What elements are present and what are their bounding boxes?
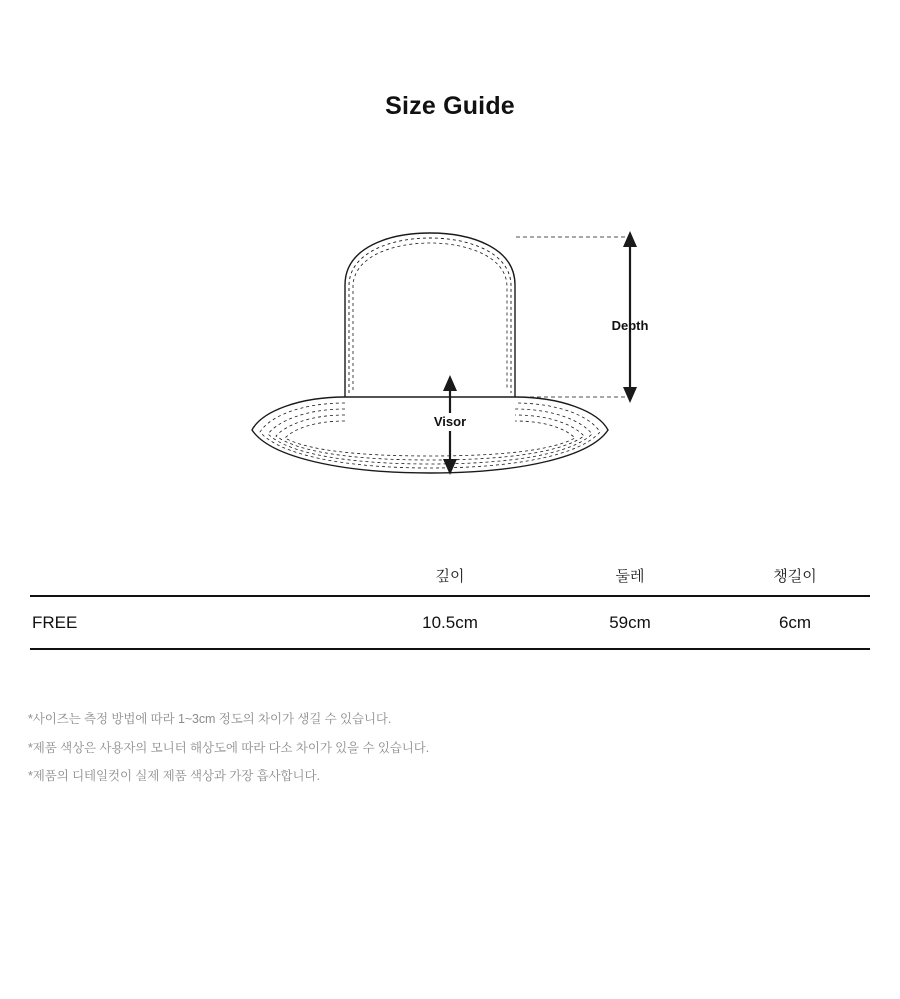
depth-arrow-head-bottom <box>623 387 637 403</box>
size-table-head <box>30 556 870 596</box>
header-cell-circumference: 둘레 <box>615 568 645 585</box>
page-title: Size Guide <box>385 92 515 120</box>
size-table <box>30 556 870 650</box>
cell-brim-length-value: 6cm <box>778 612 812 632</box>
row-label-free: FREE <box>32 612 78 632</box>
size-table-body <box>30 596 870 649</box>
note-item: *제품의 디테일컷이 실제 제품 색상과 가장 흡사합니다. <box>28 769 320 783</box>
depth-label: Depth <box>611 318 649 333</box>
note-item: *제품 색상은 사용자의 모니터 해상도에 따라 다소 차이가 있을 수 있습니다. <box>28 740 430 755</box>
bucket-hat-diagram <box>240 225 680 505</box>
table-header-row <box>30 556 870 596</box>
note-item: *사이즈는 측정 방법에 따라 1~3cm 정도의 차이가 생길 수 있습니다. <box>28 712 392 726</box>
table-row <box>30 596 870 649</box>
cell-depth-value: 10.5cm <box>422 612 478 632</box>
size-table-container <box>30 556 870 650</box>
hat-brim-shape <box>252 397 608 473</box>
header-cell-depth: 깊이 <box>435 568 465 585</box>
cell-circumference-value: 59cm <box>609 612 651 632</box>
header-cell-blank <box>30 556 360 596</box>
header-cell-brim-length: 챙길이 <box>773 568 817 585</box>
visor-label: Visor <box>433 414 467 429</box>
notes-section <box>28 713 868 799</box>
depth-arrow-head-top <box>623 231 637 247</box>
